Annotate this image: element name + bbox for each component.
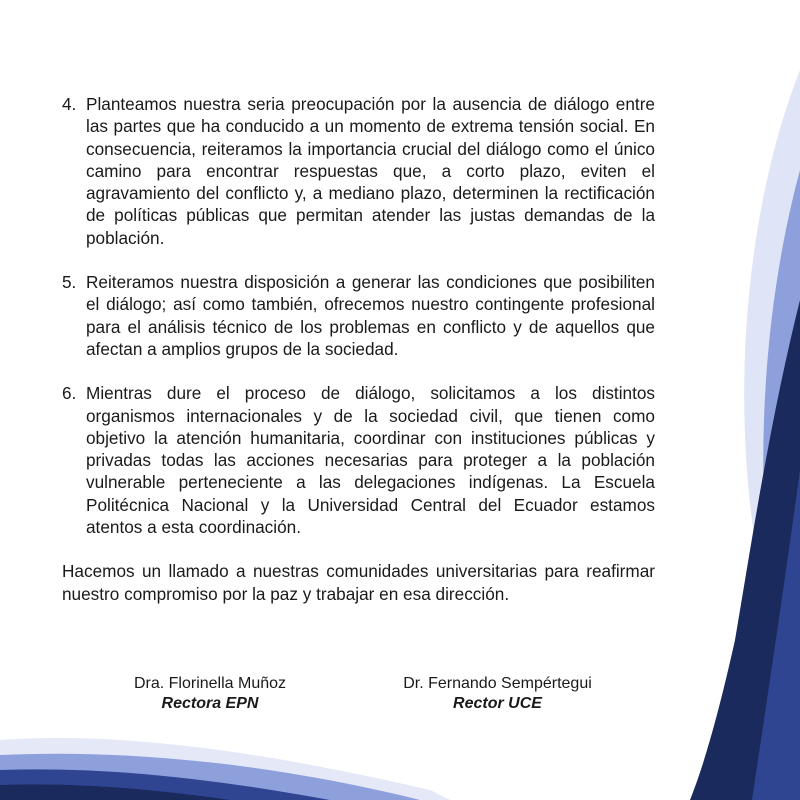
item-text: Mientras dure el proceso de diálogo, solicitamos a los distintos organismos internacionales y de la sociedad civil, que tienen como objetivo la atención humanitaria, coordinar con instituciones públicas y privadas todas las acciones necesarias para proteger a la población vulnerable perteneciente a las delegaciones indígenas. La Escuela Politécnica Nacional y la Universidad Central del Ecuador estamos atentos a esta coordinación.: [86, 383, 655, 538]
list-item: [62, 271, 655, 360]
signatory-title: Rector UCE: [453, 695, 542, 712]
signature-block-uce: [375, 674, 620, 714]
signatory-name: Dra. Florinella Muñoz: [133, 675, 287, 692]
closing-paragraph: Hacemos un llamado a nuestras comunidades universitarias para reafirmar nuestro compromiso por la paz y trabajar en esa dirección.: [62, 561, 655, 604]
item-number: 5.: [62, 272, 77, 293]
item-text: Reiteramos nuestra disposición a generar las condiciones que posibiliten el diálogo; así como también, ofrecemos nuestro contingente profesional para el análisis técnico de los problemas en conflicto y de aquellos que afectan a amplios grupos de la sociedad.: [86, 272, 655, 359]
list-item: [62, 382, 655, 538]
item-text: Planteamos nuestra seria preocupación por la ausencia de diálogo entre las partes que ha conducido a un momento de extrema tensión social. En consecuencia, reiteramos la importancia crucial del diálogo como el único camino para encontrar respuestas que, a corto plazo, eviten el agravamiento del conflicto y, a mediano plazo, determinen la rectificación de políticas públicas que permitan atender las justas demandas de la población.: [86, 94, 655, 248]
item-number: 6.: [62, 383, 77, 404]
signatory-title: Rectora EPN: [161, 695, 259, 712]
statement-body: [62, 93, 655, 605]
item-number: 4.: [62, 94, 77, 114]
signatory-name: Dr. Fernando Sempértegui: [403, 675, 592, 692]
signature-block-epn: [95, 674, 325, 714]
list-item: [62, 93, 655, 249]
